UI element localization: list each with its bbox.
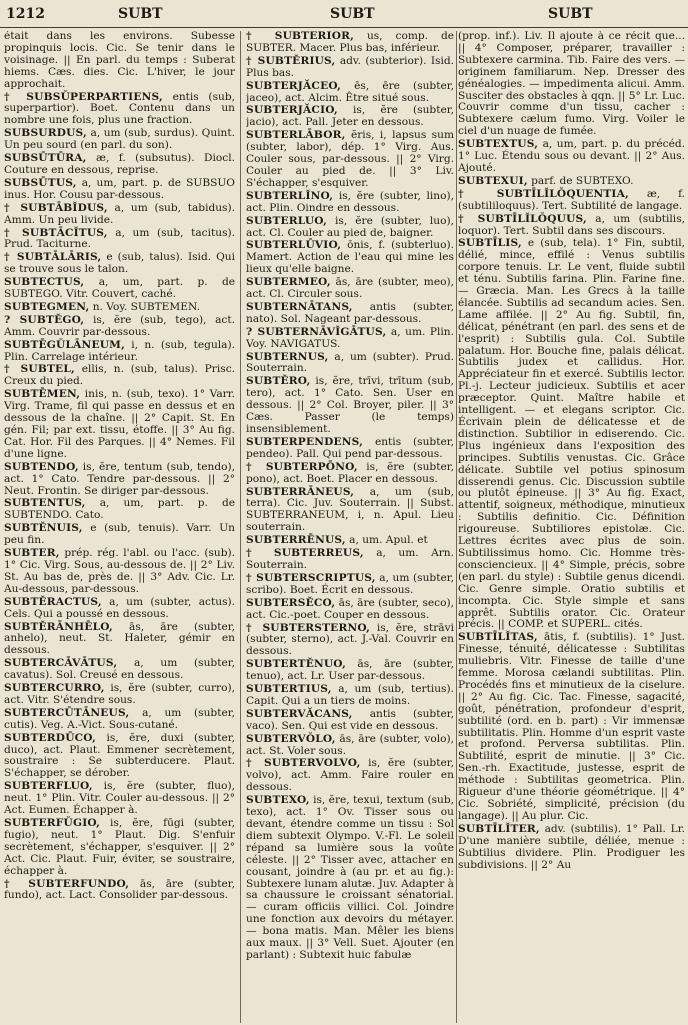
dictionary-entry — [4, 622, 235, 658]
dictionary-entry — [458, 824, 685, 872]
headword: SUBTERNUS, — [246, 350, 329, 363]
definition: prép. rég. l'abl. ou l'acc. (sub). 1° Cic. Virg. Sous, au-dessous de. || 2° Liv. St. Au bas de, près de. || 3° Adv. Cic. Lr. Au-dessous, par-dessous. — [4, 547, 235, 595]
dictionary-entry — [4, 92, 235, 128]
headword: † SUBTĪLĬLŎQUENTIA, — [458, 187, 629, 200]
dictionary-entry — [246, 105, 454, 129]
headword: SUBTENDO, — [4, 460, 79, 473]
dictionary-entry — [4, 340, 235, 364]
definition: a, um (sub, tertius). Capit. Qui a un tiers de moins. — [246, 683, 454, 707]
dictionary-entry — [246, 352, 454, 376]
definition: ōnis, f. (subterluo). Mamert. Action de l'eau qui mine les lieux qu'elle baigne. — [246, 239, 454, 276]
definition: is, ĕre (subter, volvo), act. Amm. Faire rouler en dessous. — [246, 757, 454, 794]
headword: SUBTERLĬNO, — [246, 189, 334, 202]
headword: † SUBSŬPERPARTIENS, — [4, 90, 163, 103]
dictionary-entry — [4, 128, 235, 152]
dictionary-entry — [4, 523, 235, 547]
headword: SUBTEGMEN, — [4, 300, 90, 313]
dictionary-entry — [4, 733, 235, 781]
definition: a, um. Plin. Voy. NAVIGATUS. — [246, 325, 454, 350]
dictionary-entry — [4, 548, 235, 596]
dictionary-entry — [4, 389, 235, 460]
header-rule — [0, 27, 688, 28]
headword: † SUBTERSCRIPTUS, — [246, 571, 376, 584]
dictionary-entry — [458, 214, 685, 238]
definition: ās, āre (subter, volo), act. St. Voler sous. — [246, 732, 454, 757]
headword: SUBTĪLĬTER, — [458, 822, 540, 835]
dictionary-entry — [4, 178, 235, 202]
definition: a, um (subtilis, loquor). Tert. Subtil dans ses discours. — [458, 212, 685, 237]
dictionary-entry — [458, 189, 685, 213]
definition: is, ĕre, duxi (subter, duco), act. Plaut. Emmener secrètement, soustraire : Se subterducere. Plaut. S'échapper, se dérober. — [4, 731, 235, 780]
dictionary-entry — [4, 818, 235, 878]
definition: a, um (subter, cutis). Veg. A.-Vict. Sous-cutané. — [4, 706, 235, 731]
headword: SUBTECTUS, — [4, 276, 85, 289]
definition: a, um (subter). Prud. Souterrain. — [246, 350, 454, 375]
definition: e (sub, tela). 1° Fin, subtil, délié, mince, effilé : Venus subtilis corpore tenuis. Lr. Le vent, fluide subtil et ténu. Subtilis farina. Plin. Farine fine. — Græcia. Man. Les Grecs à la taille élancée. Subtilis ad secandum acies. Sen. Lame affilée. || 2° Au fig. Subtil, fin, délicat, pénétrant (en parl. des sens et de l'esprit) : Subtilis gula. Col. Subtile palatum. Hor. Bouche fine, palais délicat. Subtilis judex et callidus. Hor. Appréciateur fin et exercé. Subtilis lector. Pl.-j. Lecteur judicieux. Subtilis et acer præceptor. Quint. Maître habile et intelligent. — et elegans scriptor. Cic. Écrivain plein de délicatesse et de distinction. Subtilior in ediserendo. Cic. Plus ingénieux dans l'exposition des principes. Subtilis venustas. Cic. Grâce délicate. Subtile vel potius spinosum disserendi genus. Cic. Discussion subtile ou plutôt épineuse. || 3° Au fig. Exact, attentif, soigneux, méthodique, minutieux : Subtilis definitio. Cic. Définition rigoureuse. Subtiliores epistolæ. Cic. Lettres écrites avec plus de soin. Subtilissimus homo. Cic. Homme très-consciencieux. || 4° Simple, précis, sobre (en parl. du style) : Subtile genus dicendi. Cic. Genre simple. Oratio subtilis et incompta. Cic. Style simple et sans apprêt. Subtilis orator. Cic. Orateur précis. || COMP. et SUPERL. cités. — [458, 237, 685, 631]
dictionary-entry — [4, 597, 235, 621]
definition: adv. (subtilis). 1° Pall. Lr. D'une manière subtile, déliée, menue : Subtilius dividere. Plin. Prodiguer les subdivisions. || 2° Au — [458, 822, 685, 871]
dictionary-entry — [4, 203, 235, 227]
dictionary-entry — [458, 176, 685, 188]
dictionary-entry — [246, 598, 454, 622]
dictionary-entry — [458, 238, 685, 631]
headword: SUBTERDŪCO, — [4, 731, 96, 744]
dictionary-entry — [246, 216, 454, 240]
definition: is, ĕre, fūgi (subter, fugio), neut. 1° Plaut. Dig. S'enfuir secrètement, s'échapper, s'esquiver. || 2° Act. Cic. Plaut. Fuir, éviter, se soustraire, échapper à. — [4, 817, 235, 877]
headword: SUBTERLUO, — [246, 214, 328, 227]
definition: entis (sub, superpartior). Boet. Contenu dans un nombre une fois, plus une fraction. — [4, 90, 235, 127]
headword: SUBTER, — [4, 547, 60, 560]
dictionary-entry — [246, 573, 454, 597]
column-1 — [4, 31, 235, 1023]
dictionary-entry — [4, 315, 235, 339]
dictionary-entry — [4, 498, 235, 522]
headword: † SUBTERVOLVO, — [246, 757, 361, 770]
dictionary-entry — [4, 683, 235, 707]
headword: SUBTERJĂCEO, — [246, 79, 342, 92]
headword: SUBTĔRO, — [246, 375, 311, 388]
dictionary-entry — [4, 252, 235, 276]
headword: SUBSURDUS, — [4, 127, 87, 140]
headword: SUBTERPENDENS, — [246, 435, 364, 448]
definition: is, ĕre (subter, lino), act. Plin. Oindre en dessous. — [246, 189, 454, 214]
definition: ās, āre (subter, anhelo), neut. St. Haleter, gémir en dessous. — [4, 620, 235, 657]
definition: is, ĕre (subter, fluo), neut. 1° Plin. Vitr. Couler au-dessous. || 2° Act. Eumen. Échapper à. — [4, 780, 235, 817]
dictionary-entry — [246, 795, 454, 962]
column-guide-word-3: SUBT — [548, 6, 593, 22]
dictionary-entry — [4, 277, 235, 301]
headword: SUBTERRĒNUS, — [246, 534, 346, 547]
dictionary-entry — [4, 302, 235, 314]
dictionary-entry — [246, 191, 454, 215]
definition: is, ĕre (sub, tego), act. Amm. Couvrir par-dessous. — [4, 313, 235, 338]
headword: SUBSŪTUS, — [4, 176, 77, 189]
dictionary-entry — [246, 81, 454, 105]
definition: æ, f. (subtililoquus). Tert. Subtilité de langage. — [458, 187, 685, 212]
headword: ? SUBTĔGO, — [4, 313, 85, 326]
definition: adv. (subterior). Isid. Plus bas. — [246, 54, 454, 79]
dictionary-entry — [246, 623, 454, 659]
headword: † SUBTERPŌNO, — [246, 460, 358, 473]
headword: SUBTENTUS, — [4, 497, 86, 510]
headword: SUBTERCURRO, — [4, 682, 105, 695]
dictionary-entry — [246, 56, 454, 80]
headword: † SUBTĪLĬLŎQUUS, — [458, 212, 587, 225]
dictionary-entry — [4, 364, 235, 388]
headword: SUBTERFŬGIO, — [4, 817, 101, 829]
definition: is, ĕre, trīvi, trītum (sub, tero), act. 1° Cato. Sen. User en dessous. || 2° Col. Broyer, piler. || 3° Cæs. Passer (le temps) insensiblement. — [246, 375, 454, 435]
headword: ? SUBTERNĀVĬGĀTUS, — [246, 325, 387, 338]
dictionary-entry — [246, 758, 454, 794]
headword: SUBTĔNUIS, — [4, 522, 83, 535]
dictionary-entry — [246, 31, 454, 55]
headword: SUBTERCĀVĀTUS, — [4, 657, 118, 670]
definition: ās, āre (subter, fundo), act. Lact. Consolider par-dessous. — [4, 877, 235, 902]
definition: a, um. Apul. et — [349, 534, 428, 547]
dictionary-entry — [4, 462, 235, 498]
dictionary-entry — [246, 709, 454, 733]
definition: is, ĕre, tentum (sub, tendo), act. 1° Cato. Tendre par-dessous. || 2° Neut. Frontin. Se diriger par-dessous. — [4, 460, 235, 497]
page-number: 1212 — [6, 6, 45, 22]
definition: æ, f. (subsutus). Diocl. Couture en dessous, reprise. — [4, 152, 235, 176]
headword: SUBTERFLUO, — [4, 780, 93, 793]
headword: SUBTERNĀTANS, — [246, 300, 353, 313]
column-2 — [246, 31, 454, 1023]
headword: SUBTEXO, — [246, 794, 310, 807]
definition: is, ĕre (subter, pono), act. Boet. Placer en dessous. — [246, 460, 454, 485]
definition: parf. de SUBTEXO. — [531, 174, 634, 187]
definition: a, um (subter, scribo). Boet. Écrit en dessous. — [246, 571, 454, 596]
definition: ēs, ēre (subter, jaceo), act. Alcim. Être situé sous. — [246, 79, 454, 104]
headword: † SUBTĀLĀRIS, — [4, 251, 102, 264]
definition: is, ĕre (subter, luo), act. Cl. Couler au pied de, baigner. — [246, 214, 454, 239]
headword: SUBTĔRACTUS, — [4, 595, 102, 608]
headword: SUBTERVŎLO, — [246, 732, 336, 745]
definition: était dans les environs. Subesse propinquis locis. Cic. Se tenir dans le voisinage. || En parl. du temps : Suberat hiems. Cæs. dies. Cic. L'hiver, le jour approchait. — [4, 31, 235, 90]
definition: i, n. (sub, tegula). Plin. Carrelage intérieur. — [4, 338, 235, 363]
column-divider-1 — [240, 31, 241, 1023]
definition: a, um (subter, cavatus). Sol. Creusé en dessous. — [4, 657, 235, 682]
dictionary-entry — [4, 228, 235, 252]
definition: is, ĕre (subter, curro), act. Vitr. S'étendre sous. — [4, 682, 235, 706]
dictionary-entry — [4, 31, 235, 91]
dictionary-entry — [246, 684, 454, 708]
definition: ās, āre (subter, tenuo), act. Lr. User par-dessous. — [246, 658, 454, 683]
dictionary-entry — [246, 535, 454, 547]
dictionary-entry — [246, 548, 454, 572]
headword: SUBTĪLĬTAS, — [458, 631, 538, 644]
column-guide-word-2: SUBT — [330, 6, 375, 22]
headword: SUBTERSĔCO, — [246, 596, 336, 609]
headword: SUBTĔRĀNHĒLO, — [4, 620, 113, 633]
headword: SUBTERRĀNEUS, — [246, 485, 355, 498]
definition: a, um, part. p. de SUBTEGO. Vitr. Couvert, caché. — [4, 276, 235, 301]
headword: SUBTĒMEN, — [4, 388, 81, 401]
headword: SUBTĒGŬLĀNEUM, — [4, 338, 125, 351]
definition: ās, āre (subter, meo), act. Cl. Circuler sous. — [246, 276, 454, 301]
definition: inis, n. (sub, texo). 1° Varr. Virg. Trame, fil qui passe en dessus et en dessous de la chaîne. || 2° Capit. St. En gén. Fil; par ext. tissu, étoffe. || 3° Au fig. Cat. Hor. Fil des Parques. || 4° Nemes. Fil d'une ligne. — [4, 388, 235, 460]
dictionary-entry — [4, 153, 235, 177]
definition: a, um (sub, surdus). Quint. Un peu sourd (en parl. du son). — [4, 127, 235, 152]
dictionary-entry — [246, 376, 454, 436]
definition: a, um (sub, tacitus). Prud. Taciturne. — [4, 226, 235, 251]
definition: a, um, part. p. du précéd. 1° Luc. Étendu sous ou devant. || 2° Aus. Ajouté. — [458, 138, 685, 174]
definition: n. Voy. SUBTEMEN. — [92, 300, 200, 313]
definition: a, um (subter, actus). Cels. Qui a poussé en dessous. — [4, 595, 235, 620]
headword: SUBTERTĔNUO, — [246, 658, 346, 671]
headword: SUBTERTIUS, — [246, 683, 332, 696]
definition: us, comp. de SUBTER. Macer. Plus bas, inférieur. — [246, 31, 454, 54]
dictionary-entry — [246, 130, 454, 190]
definition: e (sub, talus). Isid. Qui se trouve sous le talon. — [4, 251, 235, 276]
dictionary-entry — [4, 879, 235, 903]
definition: entis (subter, pendeo). Pall. Qui pend par-dessous. — [246, 435, 454, 460]
definition: ātis, f. (subtilis). 1° Just. Finesse, ténuité, délicatesse : Subtilitas muliebris. Vitr. Finesse de taille d'une femme. Morosa cælandi subtilitas. Plin. Procédés fins et minutieux de la ciselure. || 2° Au fig. Cic. Tac. Finesse, sagacité, goût, pénétration, profondeur d'esprit, subtilité (ord. en b. part) : Vir immensæ subtilitatis. Plin. Homme d'un esprit vaste et profond. Perversa subtilitas. Plin. Subtilité, esprit de minutie. || 3° Cic. Sen.-rh. Exactitude, justesse, esprit de méthode : Subtilitas geometrica. Plin. Rigueur d'une théorie géométrique. || 4° Cic. Sobriété, simplicité, précision (du langage). || Au plur. Cic. — [458, 631, 685, 822]
headword: SUBTERVĂCANS, — [246, 707, 353, 720]
headword: SUBTERMEO, — [246, 276, 331, 289]
definition: ellis, n. (sub, talus). Prisc. Creux du pied. — [4, 363, 235, 388]
headword: † SUBTERFUNDO, — [4, 877, 130, 890]
dictionary-entry — [4, 708, 235, 732]
definition: is, ĕre (subter, jacio), act. Pall. Jeter en dessous. — [246, 104, 454, 129]
definition: a, um. Arn. Souterrain. — [246, 547, 454, 571]
column-3 — [458, 31, 685, 1023]
dictionary-entry — [246, 327, 454, 351]
definition: is, ĕre, texui, textum (sub, texo), act. 1° Ov. Tisser sous ou devant, étendre comme un tissu : Sol diem subtexit Olympo. V.-Fl. Le soleil répand sa lumière sous la voûte céleste. || 2° Tisser avec, attacher en cousant, joindre à (au pr. et au fig.): Subtexere lunam alutæ. Juv. Adapter à sa chaussure le croissant sénatorial. — curam officiis villici. Col. Joindre une fonction aux devoirs du métayer. — bona matis. Man. Mêler les biens aux maux. || 3° Vell. Suet. Ajouter (en parlant) : Subtexit huic fabulæ — [246, 794, 454, 961]
dictionary-entry — [246, 487, 454, 535]
dictionary-entry — [246, 277, 454, 301]
headword: SUBSŪTŪRA, — [4, 152, 87, 165]
dictionary-entry — [246, 302, 454, 326]
headword: † SUBTĀCĬTUS, — [4, 226, 108, 239]
definition: (prop. inf.). Liv. Il ajoute à ce récit que... || 4° Composer, préparer, travailler : Subtexere carmina. Tib. Faire des vers. — originem familiarum. Nep. Dresser des généalogies. — impedimenta alicui. Amm. Susciter des obstacles à qqn. || 5° Lr. Luc. Couvrir comme d'un tissu, cacher : Subtexere cælum fumo. Virg. Voiler le ciel d'un nuage de fumée. — [458, 31, 685, 138]
headword: SUBTERJĂCIO, — [246, 104, 338, 117]
dictionary-entry — [246, 462, 454, 486]
headword: SUBTĪLIS, — [458, 237, 522, 250]
dictionary-entry — [246, 659, 454, 683]
dictionary-entry — [4, 658, 235, 682]
column-guide-word-1: SUBT — [118, 6, 163, 22]
dictionary-entry — [246, 437, 454, 461]
column-divider-2 — [456, 31, 457, 1023]
dictionary-entry — [458, 31, 685, 138]
definition: a, um (sub, tabidus). Amm. Un peu livide. — [4, 201, 235, 226]
headword: SUBTEXTUS, — [458, 138, 539, 151]
definition: ĕris, i, lapsus sum (subter, labor), dép. 1° Virg. Aus. Couler sous, par-dessous. || 2° Virg. Couler au pied de. || 3° Liv. S'échapper, s'esquiver. — [246, 129, 454, 189]
definition: a, um, part. p. de SUBTENDO. Cato. — [4, 497, 235, 522]
definition: e (sub, tenuis). Varr. Un peu fin. — [4, 522, 235, 547]
definition: ās, āre (subter, seco), act. Cic.-poet. Couper en dessous. — [246, 596, 454, 621]
headword: SUBTERCŪTĀNEUS, — [4, 706, 130, 719]
definition: is, ĕre, strāvi (subter, sterno), act. J.-Val. Couvrir en dessous. — [246, 621, 454, 658]
headword: † SUBTĔRIUS, — [246, 54, 336, 67]
definition: a, um (sub, terra). Cic. Juv. Souterrain. || Subst. SUBTERRANEUM, i, n. Apul. Lieu souterrain. — [246, 485, 454, 534]
headword: SUBTERLĀBOR, — [246, 129, 346, 142]
headword: † SUBTĔRIOR, — [246, 31, 355, 42]
definition: antis (subter, nato). Sol. Nageant par-dessous. — [246, 300, 454, 325]
headword: † SUBTEL, — [4, 363, 75, 376]
headword: † SUBTERSTERNO, — [246, 621, 371, 634]
definition: antis (subter, vaco). Sen. Qui est vide en dessous. — [246, 707, 454, 732]
headword: † SUBTERREUS, — [246, 547, 364, 560]
headword: † SUBTĀBĬDUS, — [4, 201, 108, 214]
definition: a, um, part. p. de SUBSUO inus. Hor. Cousu par-dessous. — [4, 176, 235, 201]
dictionary-entry — [246, 734, 454, 758]
dictionary-entry — [458, 139, 685, 175]
headword: SUBTERLŪVIO, — [246, 239, 342, 252]
dictionary-entry — [246, 240, 454, 276]
dictionary-entry — [4, 781, 235, 817]
headword: SUBTEXUI, — [458, 174, 528, 187]
dictionary-entry — [458, 632, 685, 823]
